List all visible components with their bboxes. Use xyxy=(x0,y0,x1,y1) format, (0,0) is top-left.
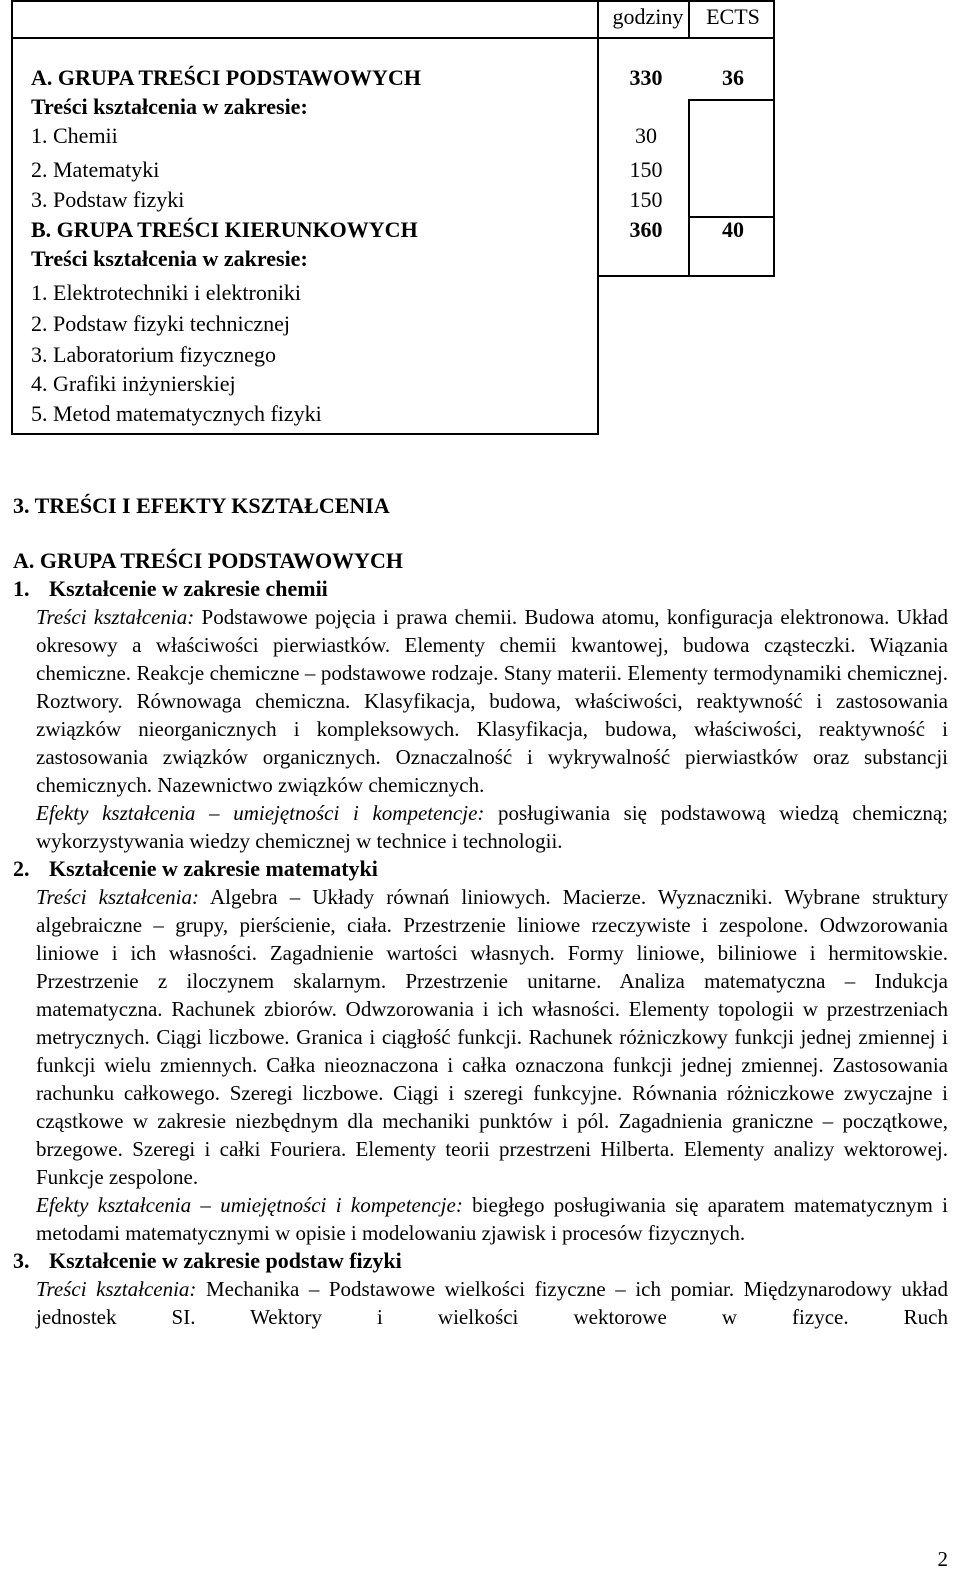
row-physics-basics: 3. Podstaw fizyki xyxy=(31,187,185,212)
mathematics-content xyxy=(36,883,948,1191)
row-engineering-graphics: 4. Grafiki inżynierskiej xyxy=(31,371,236,396)
subsection-title: Kształcenie w zakresie matematyki xyxy=(49,856,378,881)
header-hours: godziny xyxy=(612,4,684,29)
row-electronics: 1. Elektrotechniki i elektroniki xyxy=(31,280,302,305)
subsection-title: Kształcenie w zakresie podstaw fizyki xyxy=(49,1248,402,1273)
ects-group-a: 36 xyxy=(722,65,744,90)
effects-label: Efekty kształcenia – umiejętności i kompetencje: xyxy=(36,1193,463,1217)
chemistry-effects xyxy=(36,799,948,855)
table-border-left xyxy=(11,0,13,435)
row-chemistry: 1. Chemii xyxy=(31,123,118,148)
physics-content xyxy=(36,1275,948,1331)
row-technical-physics: 2. Podstaw fizyki technicznej xyxy=(31,311,291,336)
group-heading: A. GRUPA TREŚCI PODSTAWOWYCH xyxy=(13,548,403,573)
subsection-title: Kształcenie w zakresie chemii xyxy=(49,576,328,601)
table-row-divider-a xyxy=(688,99,775,101)
table-bottom-ects xyxy=(597,275,775,277)
ects-group-b: 40 xyxy=(722,217,744,242)
effects-label: Efekty kształcenia – umiejętności i kompetencje: xyxy=(36,801,485,825)
hours-group-b: 360 xyxy=(629,217,663,242)
subsection-number: 2. xyxy=(13,856,30,881)
row-mathematics: 2. Matematyki xyxy=(31,157,160,182)
row-group-a: A. GRUPA TREŚCI PODSTAWOWYCH xyxy=(31,65,421,90)
table-border-right-ects xyxy=(773,0,775,277)
row-group-a-subheading: Treści kształcenia w zakresie: xyxy=(31,94,308,119)
subsection-heading-mathematics xyxy=(13,855,948,883)
study-program-table xyxy=(11,0,775,435)
section-heading: 3. TREŚCI I EFEKTY KSZTAŁCENIA xyxy=(13,493,390,518)
table-border-bottom xyxy=(11,433,599,435)
table-header-divider xyxy=(11,37,775,39)
subsection-heading-chemistry xyxy=(13,575,948,603)
row-group-b: B. GRUPA TREŚCI KIERUNKOWYCH xyxy=(31,217,418,242)
mathematics-effects xyxy=(36,1191,948,1247)
page-number: 2 xyxy=(937,1547,948,1571)
row-group-b-subheading: Treści kształcenia w zakresie: xyxy=(31,246,308,271)
row-math-methods: 5. Metod matematycznych fizyki xyxy=(31,401,322,426)
table-border-right-text xyxy=(597,0,599,435)
effects-text: posługiwania się podstawową wiedzą chemiczną; wykorzystywania wiedzy chemicznej w technice i technologii. xyxy=(36,801,948,853)
row-physics-lab: 3. Laboratorium fizycznego xyxy=(31,342,276,367)
content-label: Treści kształcenia: xyxy=(36,605,195,629)
content-label: Treści kształcenia: xyxy=(36,885,199,909)
hours-chemistry: 30 xyxy=(635,123,657,148)
hours-group-a: 330 xyxy=(629,65,663,90)
subsection-heading-physics xyxy=(13,1247,948,1275)
content-text: Mechanika – Podstawowe wielkości fizyczne – ich pomiar. Międzynarodowy układ jednostek SI. Wektory i wielkości wektorowe w fizyce. Ruch xyxy=(36,1277,948,1329)
hours-physics-basics: 150 xyxy=(629,187,663,212)
subsection-number: 3. xyxy=(13,1248,30,1273)
subsection-number: 1. xyxy=(13,576,30,601)
chemistry-content xyxy=(36,603,948,799)
content-body xyxy=(13,575,949,1331)
hours-mathematics: 150 xyxy=(629,157,663,182)
content-label: Treści kształcenia: xyxy=(36,1277,197,1301)
header-ects: ECTS xyxy=(706,4,760,29)
content-text: Podstawowe pojęcia i prawa chemii. Budowa atomu, konfiguracja elektronowa. Układ okresowy a właściwości pierwiastków. Elementy chemii kwantowej, budowa cząsteczki. Wiązania chemiczne. Reakcje chemiczne – podstawowe rodzaje. Stany materii. Elementy termodynamiki chemicznej. Roztwory. Równowaga chemiczna. Klasyfikacja, budowa, właściwości, reaktywność i zastosowania związków nieorganicznych i kompleksowych. Klasyfikacja, budowa, właściwości, reaktywność i zastosowania związków organicznych. Oznaczalność i wykrywalność pierwiastków oraz substancji chemicznych. Nazewnictwo związków chemicznych. xyxy=(36,605,949,797)
content-text: Algebra – Układy równań liniowych. Macierze. Wyznaczniki. Wybrane struktury algebraiczne – grupy, pierścienie, ciała. Przestrzenie liniowe rzeczywiste i zespolone. Odwzorowania liniowe i ich własności. Zagadnienie wartości własnych. Formy liniowe, biliniowe i hermitowskie. Przestrzenie z iloczynem skalarnym. Przestrzenie unitarne. Analiza matematyczna – Indukcja matematyczna. Rachunek zbiorów. Odwzorowania i ich własności. Elementy topologii w przestrzeniach metrycznych. Ciągi liczbowe. Granica i ciągłość funkcji. Rachunek różniczkowy funkcji jednej zmiennej i funkcji wielu zmiennych. Całka nieoznaczona i całka oznaczona funkcji jednej zmiennej. Zastosowania rachunku całkowego. Szeregi liczbowe. Ciągi i szeregi funkcyjne. Równania różniczkowe zwyczajne i cząstkowe w zakresie niezbędnym dla mechaniki punktów i pól. Zagadnienia graniczne – początkowe, brzegowe. Szeregi i całki Fouriera. Elementy teorii przestrzeni Hilberta. Elementy analizy wektorowej. Funkcje zespolone. xyxy=(36,885,948,1189)
effects-text: biegłego posługiwania się aparatem matematycznym i metodami matematycznymi w opisie i modelowaniu zjawisk i procesów fizycznych. xyxy=(36,1193,948,1245)
